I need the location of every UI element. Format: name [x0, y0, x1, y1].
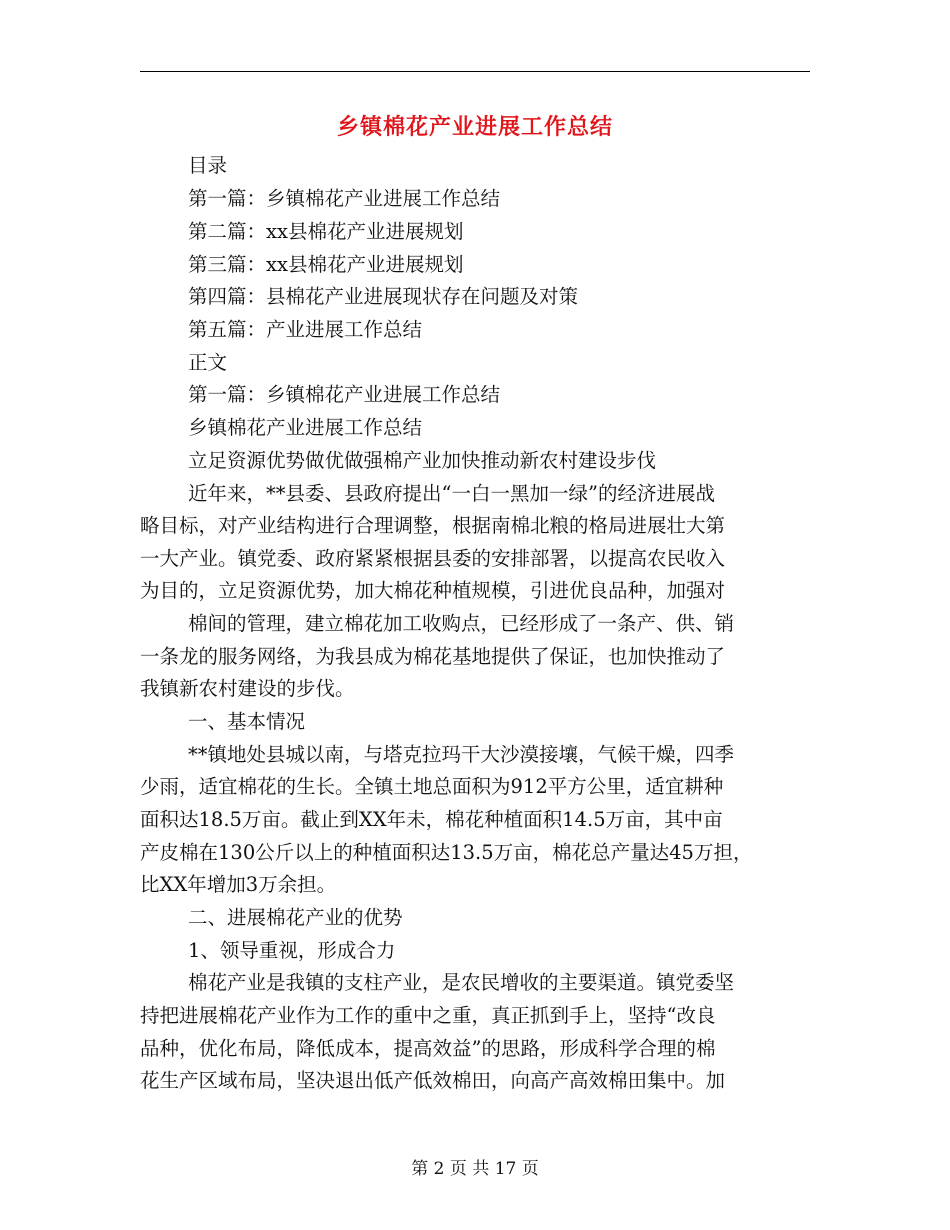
body-line: 面积达18.5万亩。截止到XX年未，棉花种植面积14.5万亩，其中亩	[140, 808, 723, 831]
body-line: 持把进展棉花产业作为工作的重中之重，真正抓到手上，坚持“改良	[140, 1004, 716, 1027]
body-line: 立足资源优势做优做强棉产业加快推动新农村建设步伐	[188, 449, 657, 472]
body-line: 为目的，立足资源优势，加大棉花种植规模，引进优良品种，加强对	[140, 579, 726, 602]
body-line: 一、基本情况	[188, 710, 306, 733]
header-rule	[140, 71, 810, 72]
body-line: 比XX年增加3万余担。	[140, 873, 337, 896]
body-line: 品种，优化布局，降低成本，提高效益”的思路，形成科学合理的棉	[140, 1037, 716, 1060]
body-line: 一大产业。镇党委、政府紧紧根据县委的安排部署，以提高农民收入	[140, 547, 726, 570]
document-title: 乡镇棉花产业进展工作总结	[336, 115, 613, 140]
body-line: 乡镇棉花产业进展工作总结	[188, 416, 423, 439]
body-line: 产皮棉在130公斤以上的种植面积达13.5万亩，棉花总产量达45万担，	[140, 841, 753, 864]
body-line: 第三篇：xx县棉花产业进展规划	[188, 253, 464, 276]
body-line: 第五篇：产业进展工作总结	[188, 318, 423, 341]
body-line: 略目标，对产业结构进行合理调整，根据南棉北粮的格局进展壮大第	[140, 514, 726, 537]
body-line: **镇地处县城以南，与塔克拉玛干大沙漠接壤，气候干燥，四季	[188, 743, 735, 766]
body-line: 第一篇：乡镇棉花产业进展工作总结	[188, 187, 501, 210]
body-line: 棉花产业是我镇的支柱产业，是农民增收的主要渠道。镇党委坚	[188, 971, 735, 994]
body-line: 1、领导重视，形成合力	[188, 939, 396, 962]
body-line: 花生产区域布局，坚决退出低产低效棉田，向高产高效棉田集中。加	[140, 1069, 726, 1092]
body-line: 第二篇：xx县棉花产业进展规划	[188, 220, 464, 243]
body-line: 我镇新农村建设的步伐。	[140, 677, 355, 700]
body-line: 第四篇：县棉花产业进展现状存在问题及对策	[188, 285, 579, 308]
body-line: 一条龙的服务网络，为我县成为棉花基地提供了保证，也加快推动了	[140, 645, 726, 668]
body-line: 第一篇：乡镇棉花产业进展工作总结	[188, 383, 501, 406]
body-line: 二、进展棉花产业的优势	[188, 906, 403, 929]
body-line: 少雨，适宜棉花的生长。全镇土地总面积为912平方公里，适宜耕种	[140, 775, 724, 798]
body-line: 近年来，**县委、县政府提出“一白一黑加一绿”的经济进展战	[188, 482, 715, 505]
body-line: 棉间的管理，建立棉花加工收购点，已经形成了一条产、供、销	[188, 612, 735, 635]
page-footer: 第 2 页 共 17 页	[411, 1159, 539, 1179]
body-line: 正文	[188, 351, 228, 374]
body-line: 目录	[188, 154, 228, 177]
